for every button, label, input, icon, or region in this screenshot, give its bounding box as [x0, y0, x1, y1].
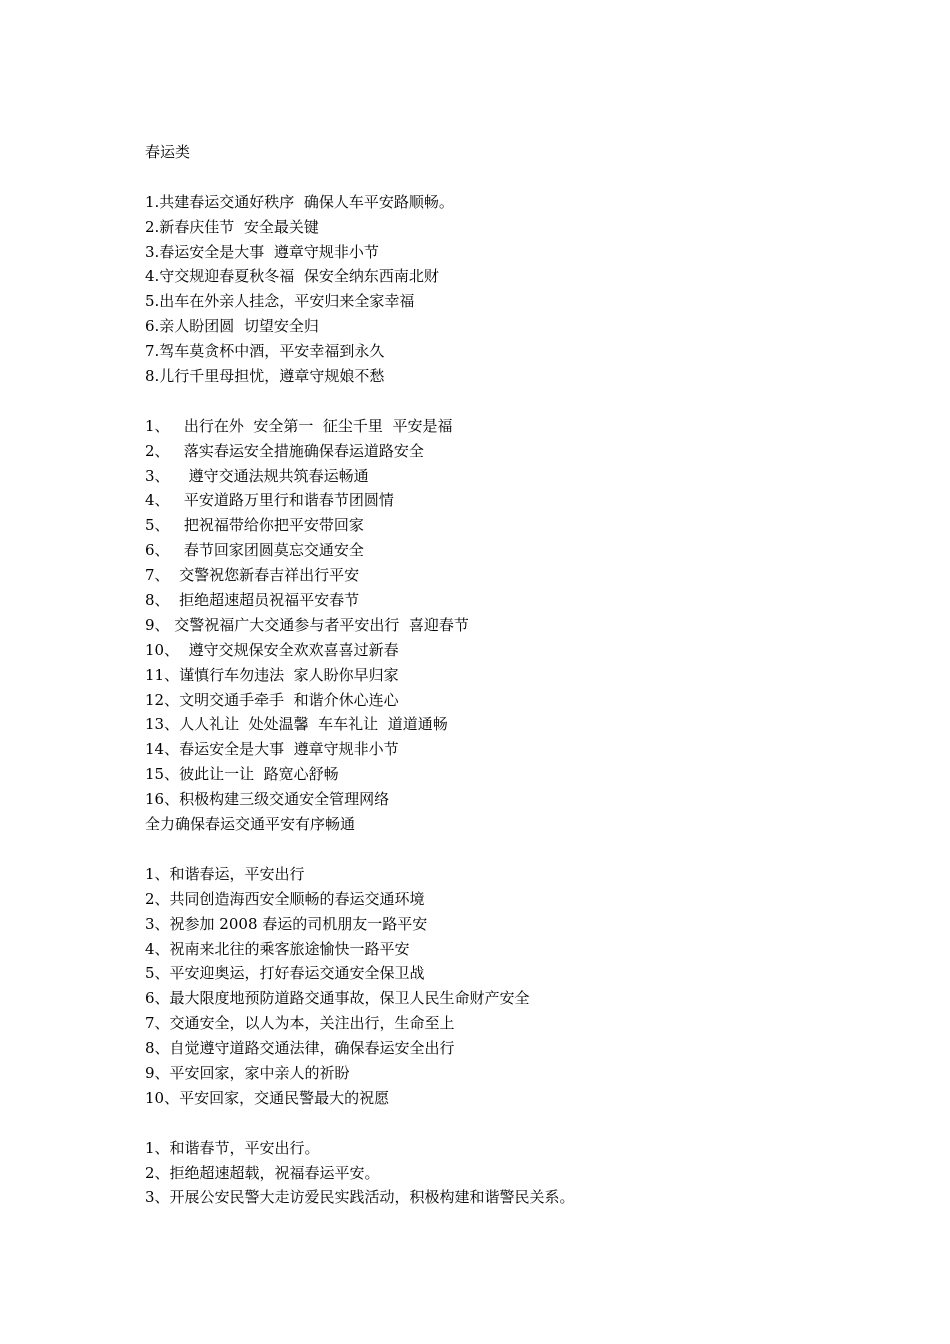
list-item: 6、 春节回家团圆莫忘交通安全: [145, 541, 364, 560]
list-item: 12、文明交通手牵手 和谐介休心连心: [145, 690, 399, 709]
list-item: 5、 把祝福带给你把平安带回家: [145, 516, 364, 535]
list-item: 4、 平安道路万里行和谐春节团圆情: [145, 491, 394, 510]
list-item: 13、人人礼让 处处温馨 车车礼让 道道通畅: [145, 715, 448, 734]
section-2-list: [145, 414, 905, 837]
list-item: 2、 落实春运安全措施确保春运道路安全: [145, 441, 424, 460]
list-item: 14、春运安全是大事 遵章守规非小节: [145, 740, 399, 759]
list-item: 7.驾车莫贪杯中酒，平安幸福到永久: [145, 342, 385, 361]
list-item: 5、平安迎奥运，打好春运交通安全保卫战: [145, 964, 425, 983]
list-item-continuation: 全力确保春运交通平安有序畅通: [145, 815, 356, 834]
blank-line: [145, 1111, 905, 1136]
list-item: 6、最大限度地预防道路交通事故，保卫人民生命财产安全: [145, 989, 530, 1008]
list-item: 4.守交规迎春夏秋冬福 保安全纳东西南北财: [145, 267, 439, 286]
section-4-list: [145, 1136, 905, 1211]
list-item: 1、和谐春运，平安出行: [145, 864, 305, 883]
list-item: 8.儿行千里母担忧，遵章守规娘不愁: [145, 367, 385, 386]
list-item: 1、和谐春节，平安出行。: [145, 1138, 320, 1157]
list-item: 3、开展公安民警大走访爱民实践活动，积极构建和谐警民关系。: [145, 1188, 575, 1207]
page-title: 春运类: [145, 143, 191, 161]
list-item: 4、祝南来北往的乘客旅途愉快一路平安: [145, 939, 410, 958]
list-item: 6.亲人盼团圆 切望安全归: [145, 317, 319, 336]
document-page: [145, 140, 905, 1210]
list-item: 10、平安回家，交通民警最大的祝愿: [145, 1088, 390, 1107]
section-3-list: [145, 862, 905, 1111]
list-item: 8、自觉遵守道路交通法律，确保春运安全出行: [145, 1039, 455, 1058]
blank-line: [145, 837, 905, 862]
blank-line: [145, 165, 905, 190]
list-item: 3.春运安全是大事 遵章守规非小节: [145, 242, 379, 261]
list-item: 2、共同创造海西安全顺畅的春运交通环境: [145, 889, 425, 908]
list-item: 7、交通安全，以人为本，关注出行，生命至上: [145, 1014, 455, 1033]
list-item: 10、 遵守交规保安全欢欢喜喜过新春: [145, 640, 399, 659]
section-1-list: [145, 190, 905, 389]
list-item: 2、拒绝超速超载，祝福春运平安。: [145, 1163, 380, 1182]
list-item: 15、彼此让一让 路宽心舒畅: [145, 765, 339, 784]
list-item: 2.新春庆佳节 安全最关键: [145, 217, 319, 236]
list-item: 9、平安回家，家中亲人的祈盼: [145, 1063, 350, 1082]
list-item: 8、 拒绝超速超员祝福平安春节: [145, 591, 360, 610]
list-item: 16、积极构建三级交通安全管理网络: [145, 790, 390, 809]
list-item: 5.出车在外亲人挂念，平安归来全家幸福: [145, 292, 415, 311]
list-item: 3、 遵守交通法规共筑春运畅通: [145, 466, 369, 485]
list-item: 1、 出行在外 安全第一 征尘千里 平安是福: [145, 416, 453, 435]
list-item: 3、祝参加 2008 春运的司机朋友一路平安: [145, 914, 428, 933]
list-item: 9、 交警祝福广大交通参与者平安出行 喜迎春节: [145, 615, 469, 634]
blank-line: [145, 389, 905, 414]
list-item: 1.共建春运交通好秩序 确保人车平安路顺畅。: [145, 192, 454, 211]
list-item: 7、 交警祝您新春吉祥出行平安: [145, 566, 360, 585]
list-item: 11、谨慎行车勿违法 家人盼你早归家: [145, 665, 399, 684]
